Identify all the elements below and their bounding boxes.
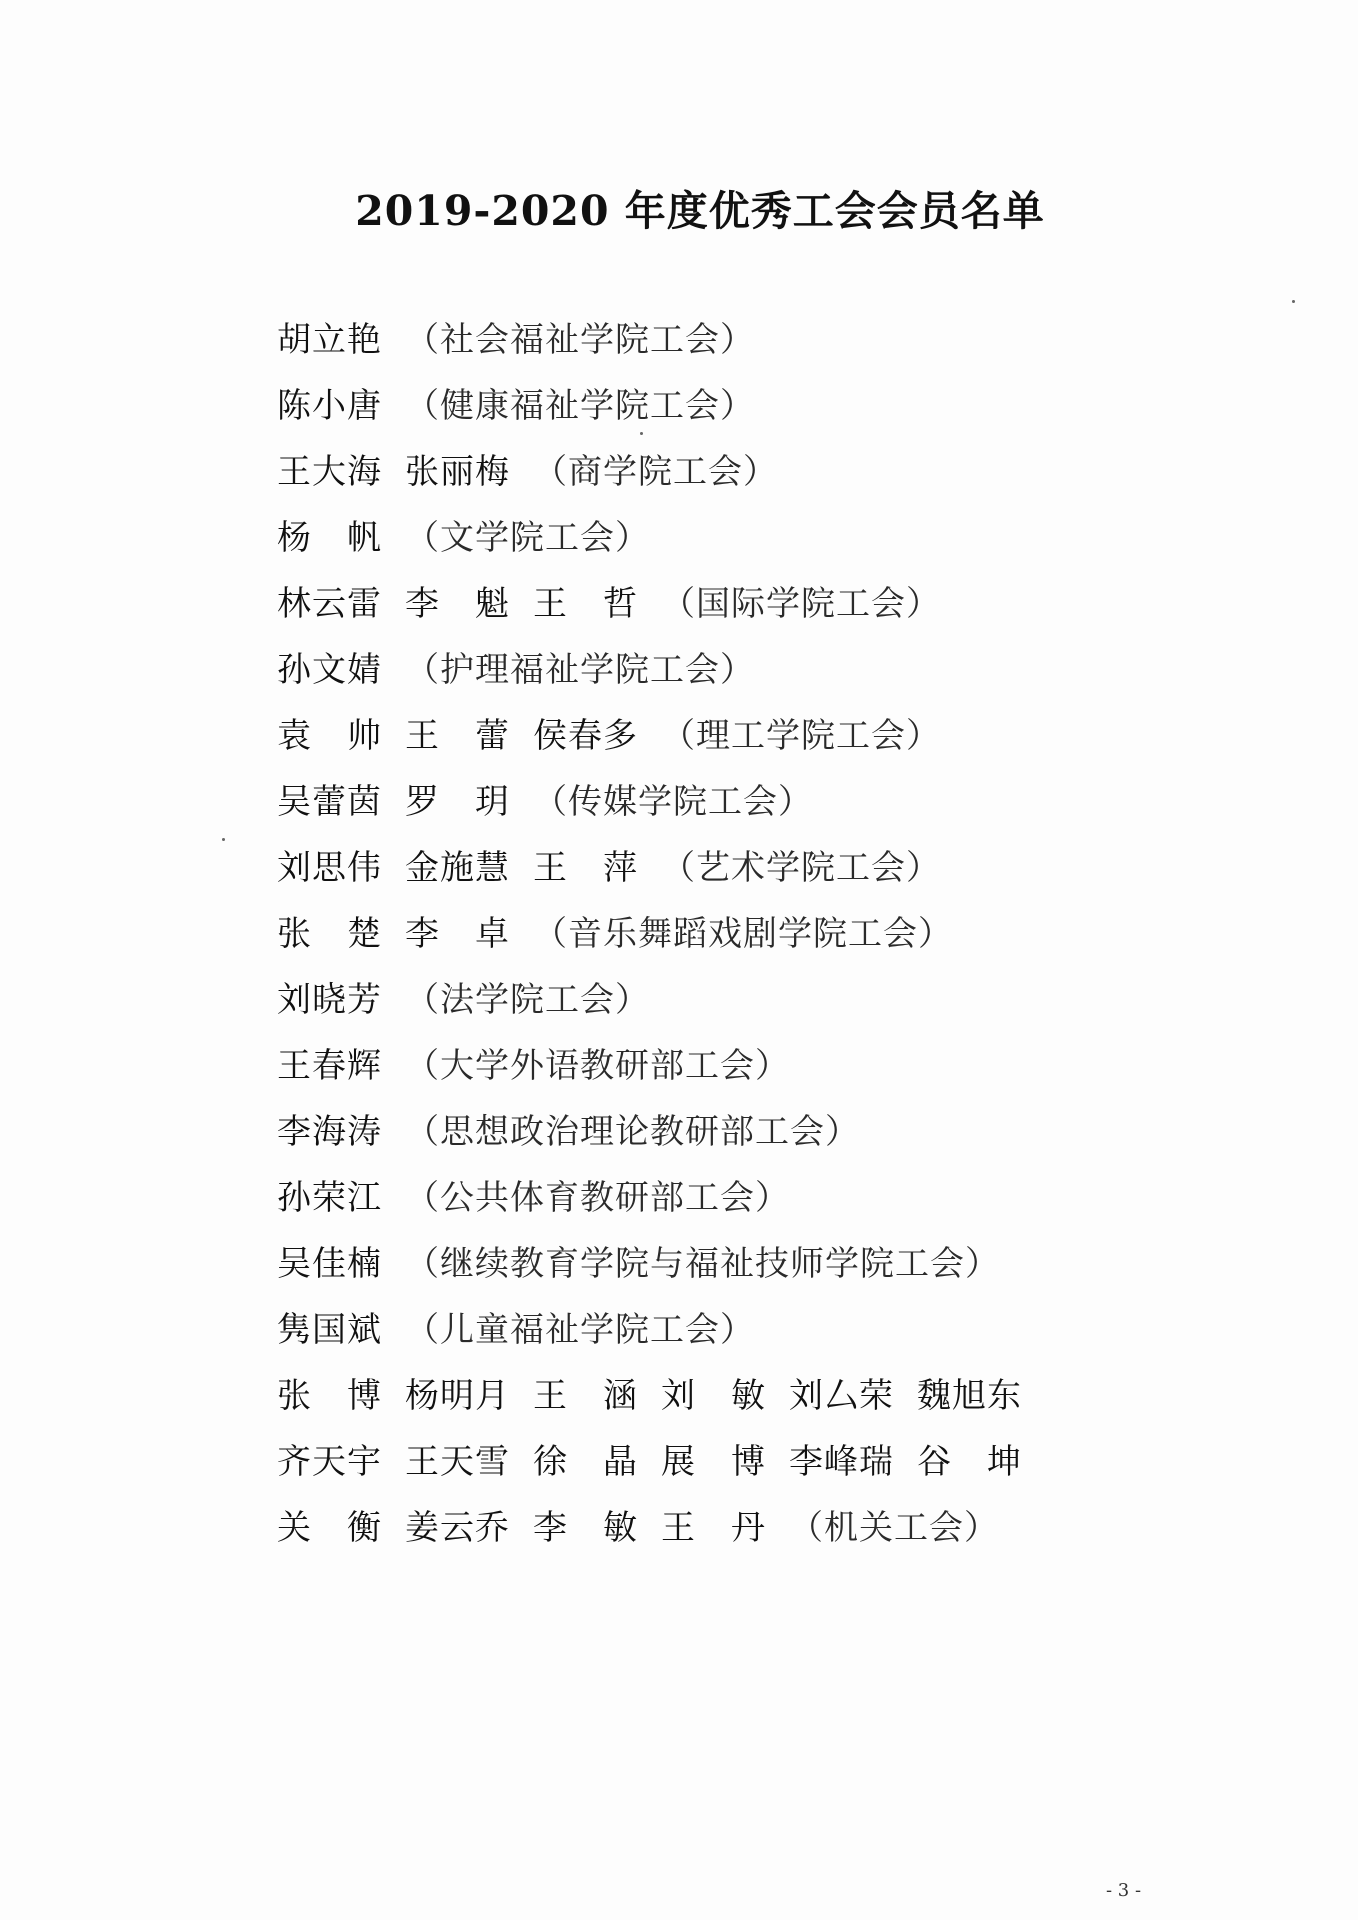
member-row	[277, 1297, 1317, 1363]
union-unit: （儿童福祉学院工会）	[405, 1310, 755, 1350]
member-row	[277, 967, 1317, 1033]
member-name: 张 博	[277, 1376, 382, 1416]
member-row	[277, 373, 1317, 439]
member-row	[277, 307, 1317, 373]
member-name: 齐天宇	[277, 1442, 382, 1482]
member-names	[277, 1370, 1045, 1422]
union-unit: （健康福祉学院工会）	[405, 386, 755, 426]
member-names	[277, 446, 533, 498]
member-names	[277, 908, 533, 960]
member-name: 王大海	[277, 452, 382, 492]
member-row	[277, 1363, 1317, 1429]
page-number: - 3 -	[1106, 1880, 1142, 1901]
member-name: 徐 晶	[533, 1442, 638, 1482]
member-names	[277, 974, 405, 1026]
member-list	[277, 307, 1317, 1561]
member-names	[277, 710, 661, 762]
member-names	[277, 1040, 405, 1092]
member-row	[277, 637, 1317, 703]
document-title: 2019-2020 年度优秀工会会员名单	[355, 187, 1045, 235]
scan-speck	[640, 432, 643, 435]
member-names	[277, 1304, 405, 1356]
member-names	[277, 578, 661, 630]
union-unit: （法学院工会）	[405, 980, 650, 1020]
union-unit: （音乐舞蹈戏剧学院工会）	[533, 914, 953, 954]
member-names	[277, 1172, 405, 1224]
member-names	[277, 644, 405, 696]
member-names	[277, 1238, 405, 1290]
member-name: 张丽梅	[405, 452, 510, 492]
member-row	[277, 1165, 1317, 1231]
member-row	[277, 1033, 1317, 1099]
member-name: 李 卓	[405, 914, 510, 954]
member-name: 李海涛	[277, 1112, 382, 1152]
member-names	[277, 776, 533, 828]
member-name: 袁 帅	[277, 716, 382, 756]
member-names	[277, 512, 405, 564]
member-row	[277, 835, 1317, 901]
member-names	[277, 1502, 789, 1554]
member-name: 胡立艳	[277, 320, 382, 360]
union-unit: （传媒学院工会）	[533, 782, 813, 822]
member-row	[277, 1495, 1317, 1561]
member-row	[277, 1231, 1317, 1297]
member-row	[277, 505, 1317, 571]
member-name: 王 萍	[533, 848, 638, 888]
member-name: 林云雷	[277, 584, 382, 624]
member-name: 刘 敏	[661, 1376, 766, 1416]
member-names	[277, 380, 405, 432]
union-unit: （社会福祉学院工会）	[405, 320, 755, 360]
union-unit: （理工学院工会）	[661, 716, 941, 756]
member-name: 关 衡	[277, 1508, 382, 1548]
member-name: 张 楚	[277, 914, 382, 954]
union-unit: （继续教育学院与福祉技师学院工会）	[405, 1244, 1000, 1284]
member-name: 王 涵	[533, 1376, 638, 1416]
member-name: 刘思伟	[277, 848, 382, 888]
scan-speck	[1292, 300, 1295, 303]
union-unit: （艺术学院工会）	[661, 848, 941, 888]
member-names	[277, 314, 405, 366]
member-name: 孙文婧	[277, 650, 382, 690]
member-name: 孙荣江	[277, 1178, 382, 1218]
member-name: 王 蕾	[405, 716, 510, 756]
member-row	[277, 1429, 1317, 1495]
member-names	[277, 842, 661, 894]
member-name: 杨明月	[405, 1376, 510, 1416]
union-unit: （思想政治理论教研部工会）	[405, 1112, 860, 1152]
union-unit: （商学院工会）	[533, 452, 778, 492]
member-name: 吴蕾茵	[277, 782, 382, 822]
union-unit: （大学外语教研部工会）	[405, 1046, 790, 1086]
member-name: 王 哲	[533, 584, 638, 624]
member-name: 王天雪	[405, 1442, 510, 1482]
member-name: 展 博	[661, 1442, 766, 1482]
member-name: 王春辉	[277, 1046, 382, 1086]
member-row	[277, 1099, 1317, 1165]
member-name: 刘晓芳	[277, 980, 382, 1020]
member-name: 侯春多	[533, 716, 638, 756]
member-name: 刘厶荣	[789, 1376, 894, 1416]
member-name: 魏旭东	[917, 1376, 1022, 1416]
union-unit: （国际学院工会）	[661, 584, 941, 624]
member-name: 吴佳楠	[277, 1244, 382, 1284]
member-names	[277, 1106, 405, 1158]
union-unit: （文学院工会）	[405, 518, 650, 558]
member-name: 金施慧	[405, 848, 510, 888]
member-row	[277, 703, 1317, 769]
member-name: 王 丹	[661, 1508, 766, 1548]
member-names	[277, 1436, 1045, 1488]
union-unit: （公共体育教研部工会）	[405, 1178, 790, 1218]
member-name: 李峰瑞	[789, 1442, 894, 1482]
union-unit: （护理福祉学院工会）	[405, 650, 755, 690]
member-row	[277, 769, 1317, 835]
member-name: 杨 帆	[277, 518, 382, 558]
member-name: 陈小唐	[277, 386, 382, 426]
scan-speck	[222, 838, 225, 841]
member-name: 姜云乔	[405, 1508, 510, 1548]
member-name: 李 魁	[405, 584, 510, 624]
member-row	[277, 571, 1317, 637]
union-unit: （机关工会）	[789, 1508, 999, 1548]
member-row	[277, 439, 1317, 505]
member-name: 谷 坤	[917, 1442, 1022, 1482]
member-name: 罗 玥	[405, 782, 510, 822]
member-name: 隽国斌	[277, 1310, 382, 1350]
member-name: 李 敏	[533, 1508, 638, 1548]
member-row	[277, 901, 1317, 967]
